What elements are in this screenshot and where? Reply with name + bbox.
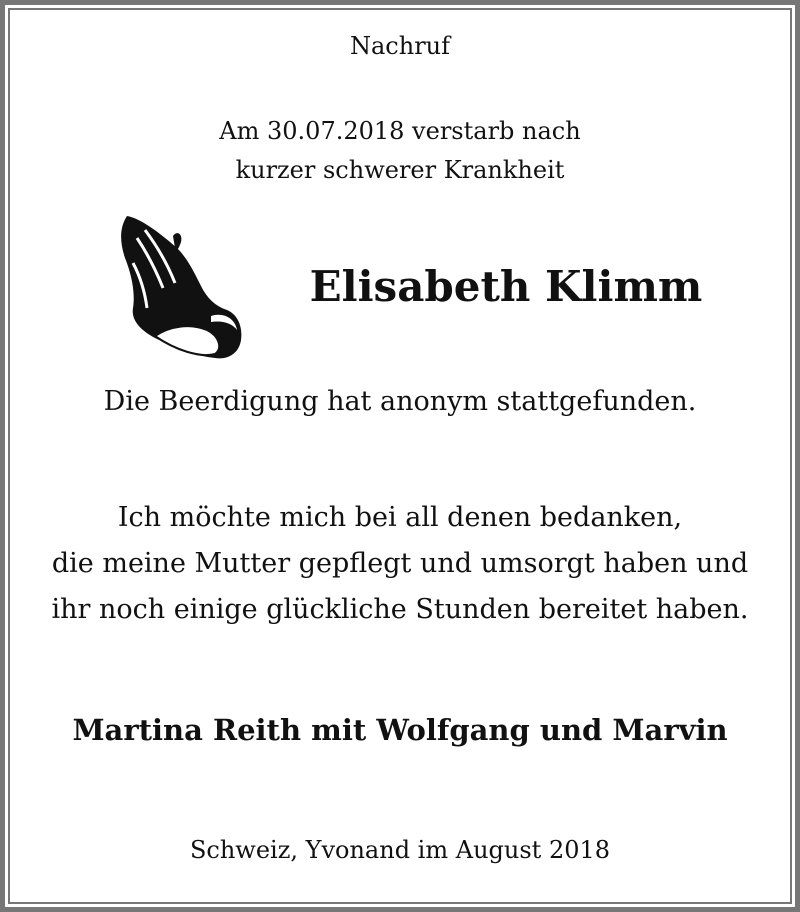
- signature: Martina Reith mit Wolfgang und Marvin: [72, 713, 728, 747]
- footer-location-date: Schweiz, Yvonand im August 2018: [189, 836, 611, 864]
- intro-line-2: kurzer schwerer Krankheit: [235, 156, 565, 184]
- intro-line-1: Am 30.07.2018 verstarb nach: [219, 117, 581, 145]
- heading: Nachruf: [349, 32, 451, 60]
- thanks-line-1: Ich möchte mich bei all denen bedanken,: [117, 502, 683, 533]
- funeral-note: Die Beerdigung hat anonym stattgefunden.: [103, 386, 697, 417]
- thanks-line-3: ihr noch einige glückliche Stunden bereitet haben.: [51, 594, 749, 625]
- thanks-line-2: die meine Mutter gepflegt und umsorgt haben und: [51, 548, 749, 579]
- deceased-name: Elisabeth Klimm: [309, 262, 703, 311]
